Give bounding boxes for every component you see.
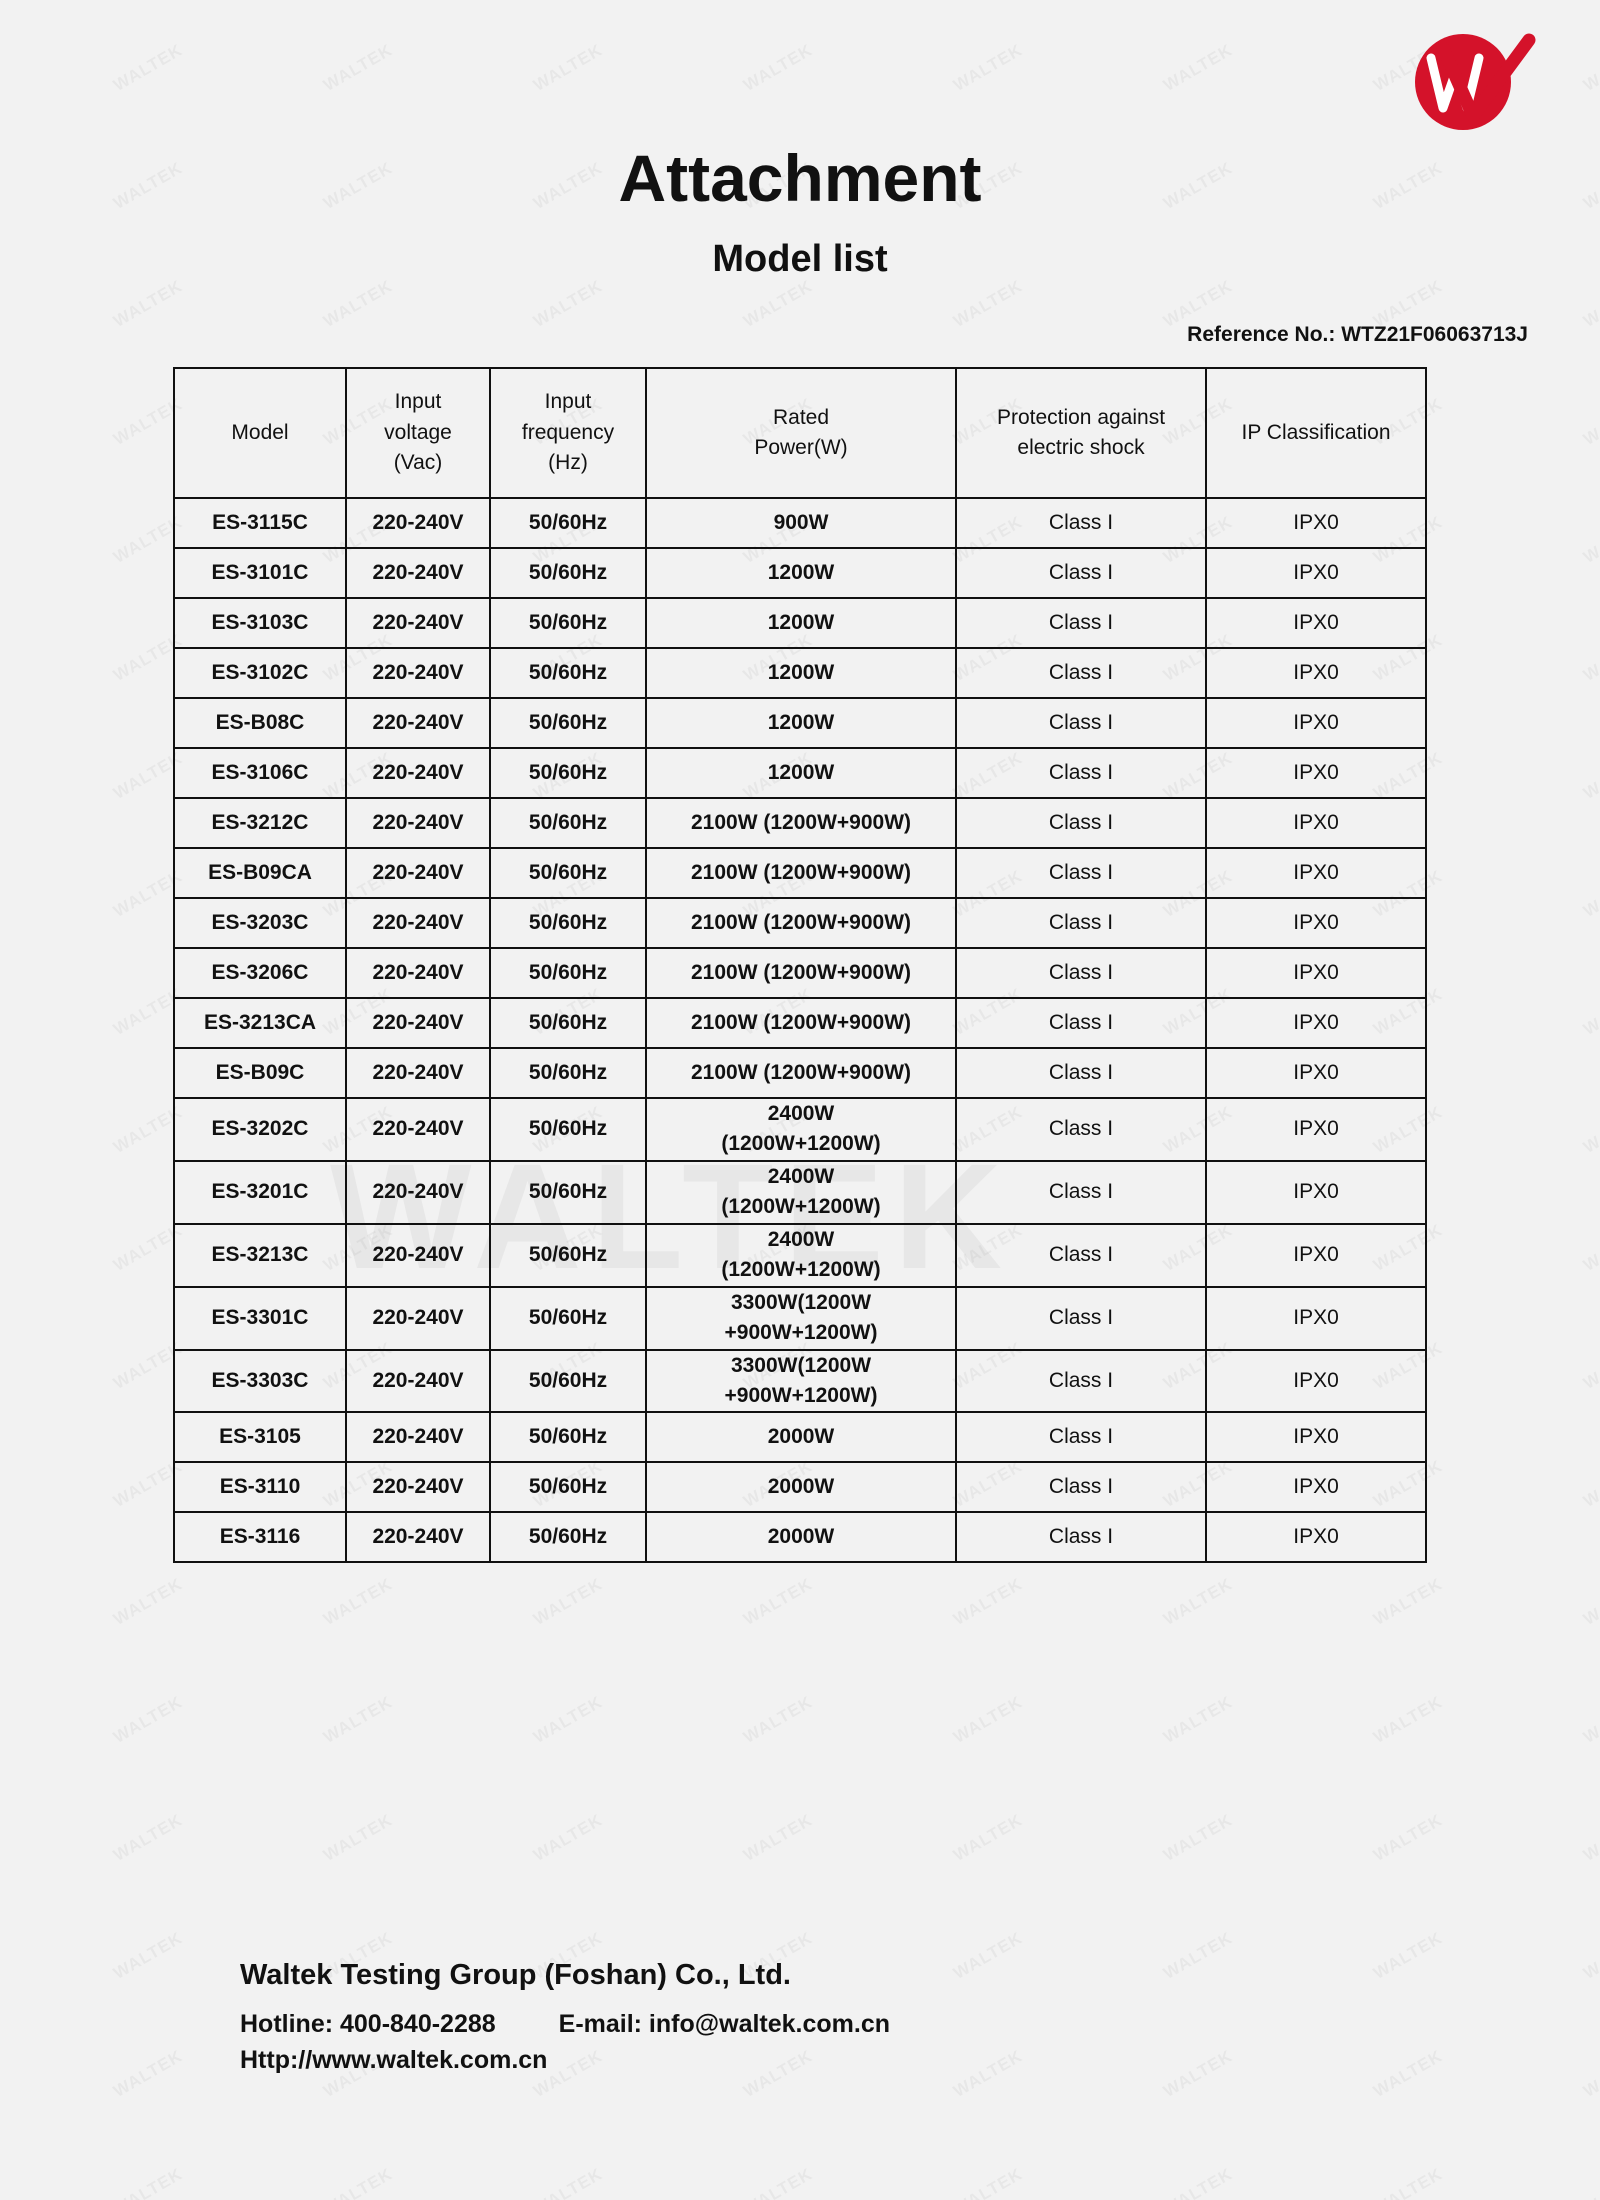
cell-input-frequency: 50/60Hz [490,1098,646,1161]
table-row [174,1350,1426,1413]
cell-input-frequency: 50/60Hz [490,998,646,1048]
cell-input-voltage: 220-240V [346,1224,490,1287]
cell-protection: Class I [956,598,1206,648]
cell-rated-power [646,1512,956,1562]
table-header-row [174,368,1426,498]
power-line-1: 2400W [767,1102,835,1125]
table-row [174,798,1426,848]
cell-input-frequency: 50/60Hz [490,498,646,548]
cell-ip-classification: IPX0 [1206,1412,1426,1462]
cell-ip-classification: IPX0 [1206,1287,1426,1350]
cell-input-voltage: 220-240V [346,1462,490,1512]
cell-ip-classification: IPX0 [1206,1350,1426,1413]
column-header-input-frequency [490,368,646,498]
cell-model: ES-3115C [174,498,346,548]
hotline-text: Hotline: 400-840-2288 [240,2009,496,2038]
cell-input-voltage: 220-240V [346,998,490,1048]
cell-input-voltage: 220-240V [346,1412,490,1462]
cell-input-voltage: 220-240V [346,848,490,898]
power-line-1: 2100W (1200W+900W) [690,911,912,934]
cell-input-voltage: 220-240V [346,1287,490,1350]
power-line-1: 900W [773,511,829,534]
cell-input-frequency: 50/60Hz [490,898,646,948]
header-line: (Vac) [393,451,443,475]
table-row [174,1412,1426,1462]
cell-ip-classification: IPX0 [1206,1098,1426,1161]
cell-ip-classification: IPX0 [1206,1161,1426,1224]
cell-input-voltage: 220-240V [346,1350,490,1413]
cell-rated-power [646,1350,956,1413]
cell-model: ES-3303C [174,1350,346,1413]
cell-rated-power [646,1287,956,1350]
power-line-1: 1200W [767,761,835,784]
cell-protection: Class I [956,548,1206,598]
column-header-rated-power [646,368,956,498]
power-line-1: 3300W(1200W [730,1353,872,1377]
header-line: voltage [384,420,452,444]
header-line: electric shock [1017,436,1145,459]
cell-ip-classification: IPX0 [1206,698,1426,748]
power-line-2: +900W+1200W) [724,1321,878,1345]
cell-rated-power [646,1098,956,1161]
cell-protection: Class I [956,1224,1206,1287]
table-row [174,1287,1426,1350]
cell-ip-classification: IPX0 [1206,1512,1426,1562]
cell-input-frequency: 50/60Hz [490,798,646,848]
cell-ip-classification: IPX0 [1206,798,1426,848]
cell-rated-power [646,748,956,798]
email-text: E-mail: info@waltek.com.cn [558,2009,891,2038]
cell-input-voltage: 220-240V [346,1048,490,1098]
cell-input-voltage: 220-240V [346,748,490,798]
power-line-1: 2100W (1200W+900W) [690,811,912,834]
cell-input-frequency: 50/60Hz [490,1512,646,1562]
cell-input-voltage: 220-240V [346,898,490,948]
table-row [174,1048,1426,1098]
power-line-2: (1200W+1200W) [721,1132,881,1156]
table-row [174,1462,1426,1512]
header-line: Input [394,390,442,414]
table-row [174,1161,1426,1224]
power-line-1: 3300W(1200W [730,1290,872,1314]
cell-protection: Class I [956,698,1206,748]
table-row [174,1224,1426,1287]
cell-model: ES-3101C [174,548,346,598]
cell-rated-power [646,698,956,748]
table-row [174,898,1426,948]
cell-model: ES-3103C [174,598,346,648]
reference-number: Reference No.: WTZ21F06063713J [1187,323,1528,346]
cell-model: ES-3105 [174,1412,346,1462]
cell-protection: Class I [956,1412,1206,1462]
cell-input-frequency: 50/60Hz [490,1161,646,1224]
power-line-1: 2000W [767,1475,835,1499]
column-header-input-voltage [346,368,490,498]
cell-model: ES-B08C [174,698,346,748]
cell-ip-classification: IPX0 [1206,1224,1426,1287]
table-body [174,498,1426,1562]
cell-input-frequency: 50/60Hz [490,848,646,898]
cell-model: ES-3110 [174,1462,346,1512]
cell-rated-power [646,798,956,848]
cell-protection: Class I [956,1512,1206,1562]
cell-protection: Class I [956,848,1206,898]
cell-input-frequency: 50/60Hz [490,1350,646,1413]
cell-protection: Class I [956,798,1206,848]
cell-ip-classification: IPX0 [1206,1048,1426,1098]
cell-protection: Class I [956,1350,1206,1413]
power-line-1: 2400W [767,1227,835,1251]
header-line: Power(W) [754,436,848,459]
header-line: Rated [772,405,830,429]
website-line [240,2042,890,2078]
table-row [174,598,1426,648]
footer [240,1959,890,2079]
power-line-1: 2100W (1200W+900W) [690,861,912,884]
power-line-2: (1200W+1200W) [721,1195,881,1219]
table-row [174,498,1426,548]
cell-protection: Class I [956,998,1206,1048]
cell-model: ES-3203C [174,898,346,948]
cell-protection: Class I [956,1287,1206,1350]
cell-ip-classification: IPX0 [1206,548,1426,598]
cell-model: ES-3212C [174,798,346,848]
header-line: frequency [521,420,615,444]
power-line-2: (1200W+1200W) [721,1258,881,1282]
table-row [174,1098,1426,1161]
cell-ip-classification: IPX0 [1206,948,1426,998]
contact-line [240,2006,890,2042]
power-line-1: 1200W [767,711,835,734]
cell-protection: Class I [956,498,1206,548]
header-line: IP Classification [1241,420,1391,444]
power-line-1: 2100W (1200W+900W) [690,1011,912,1034]
cell-rated-power [646,1462,956,1512]
cell-input-frequency: 50/60Hz [490,698,646,748]
header-line: Protection against [996,405,1166,429]
table-row [174,948,1426,998]
power-line-1: 1200W [767,561,835,584]
cell-input-voltage: 220-240V [346,1161,490,1224]
cell-input-voltage: 220-240V [346,948,490,998]
table-row [174,648,1426,698]
table-row [174,998,1426,1048]
cell-input-voltage: 220-240V [346,498,490,548]
cell-rated-power [646,1224,956,1287]
cell-model: ES-B09CA [174,848,346,898]
cell-ip-classification: IPX0 [1206,498,1426,548]
cell-input-frequency: 50/60Hz [490,1224,646,1287]
cell-input-voltage: 220-240V [346,1512,490,1562]
model-list-table [173,367,1427,1563]
cell-input-voltage: 220-240V [346,798,490,848]
cell-input-frequency: 50/60Hz [490,748,646,798]
cell-ip-classification: IPX0 [1206,848,1426,898]
power-line-2: +900W+1200W) [724,1383,878,1407]
cell-input-frequency: 50/60Hz [490,548,646,598]
cell-ip-classification: IPX0 [1206,598,1426,648]
power-line-1: 2000W [767,1425,835,1449]
cell-model: ES-3206C [174,948,346,998]
cell-input-voltage: 220-240V [346,698,490,748]
cell-input-voltage: 220-240V [346,598,490,648]
table-row [174,848,1426,898]
cell-rated-power [646,1161,956,1224]
column-header-protection [956,368,1206,498]
column-header-model [174,368,346,498]
cell-rated-power [646,598,956,648]
table-row [174,1512,1426,1562]
page-subtitle: Model list [712,238,888,280]
power-line-1: 2400W [767,1164,835,1188]
cell-rated-power [646,998,956,1048]
cell-input-frequency: 50/60Hz [490,648,646,698]
cell-model: ES-3116 [174,1512,346,1562]
cell-ip-classification: IPX0 [1206,898,1426,948]
cell-model: ES-B09C [174,1048,346,1098]
cell-input-frequency: 50/60Hz [490,948,646,998]
cell-protection: Class I [956,1161,1206,1224]
cell-rated-power [646,848,956,898]
cell-model: ES-3213CA [174,998,346,1048]
cell-model: ES-3201C [174,1161,346,1224]
table-row [174,748,1426,798]
cell-protection: Class I [956,1048,1206,1098]
header-line: (Hz) [548,451,588,475]
cell-protection: Class I [956,648,1206,698]
cell-model: ES-3106C [174,748,346,798]
cell-protection: Class I [956,1462,1206,1512]
cell-input-voltage: 220-240V [346,1098,490,1161]
company-name: Waltek Testing Group (Foshan) Co., Ltd. [240,1958,791,1991]
cell-input-voltage: 220-240V [346,648,490,698]
waltek-logo-icon [1403,30,1538,140]
cell-protection: Class I [956,1098,1206,1161]
header-line: Model [231,420,289,444]
cell-rated-power [646,498,956,548]
power-line-1: 1200W [767,611,835,634]
cell-input-frequency: 50/60Hz [490,1412,646,1462]
cell-protection: Class I [956,748,1206,798]
cell-model: ES-3301C [174,1287,346,1350]
cell-rated-power [646,548,956,598]
cell-protection: Class I [956,898,1206,948]
cell-rated-power [646,948,956,998]
power-line-1: 2100W (1200W+900W) [690,961,912,984]
column-header-ip-classification [1206,368,1426,498]
cell-ip-classification: IPX0 [1206,748,1426,798]
cell-ip-classification: IPX0 [1206,648,1426,698]
power-line-1: 2100W (1200W+900W) [690,1061,912,1084]
cell-input-frequency: 50/60Hz [490,1462,646,1512]
cell-ip-classification: IPX0 [1206,998,1426,1048]
cell-input-frequency: 50/60Hz [490,1287,646,1350]
cell-protection: Class I [956,948,1206,998]
cell-rated-power [646,898,956,948]
website-text: Http://www.waltek.com.cn [240,2045,548,2074]
page-title: Attachment [618,141,982,215]
cell-input-voltage: 220-240V [346,548,490,598]
cell-model: ES-3102C [174,648,346,698]
table-row [174,698,1426,748]
cell-ip-classification: IPX0 [1206,1462,1426,1512]
cell-rated-power [646,648,956,698]
power-line-1: 1200W [767,661,835,684]
cell-input-frequency: 50/60Hz [490,1048,646,1098]
power-line-1: 2000W [767,1525,835,1549]
cell-rated-power [646,1048,956,1098]
header-line: Input [544,390,592,414]
cell-model: ES-3213C [174,1224,346,1287]
cell-rated-power [646,1412,956,1462]
table-row [174,548,1426,598]
cell-input-frequency: 50/60Hz [490,598,646,648]
cell-model: ES-3202C [174,1098,346,1161]
